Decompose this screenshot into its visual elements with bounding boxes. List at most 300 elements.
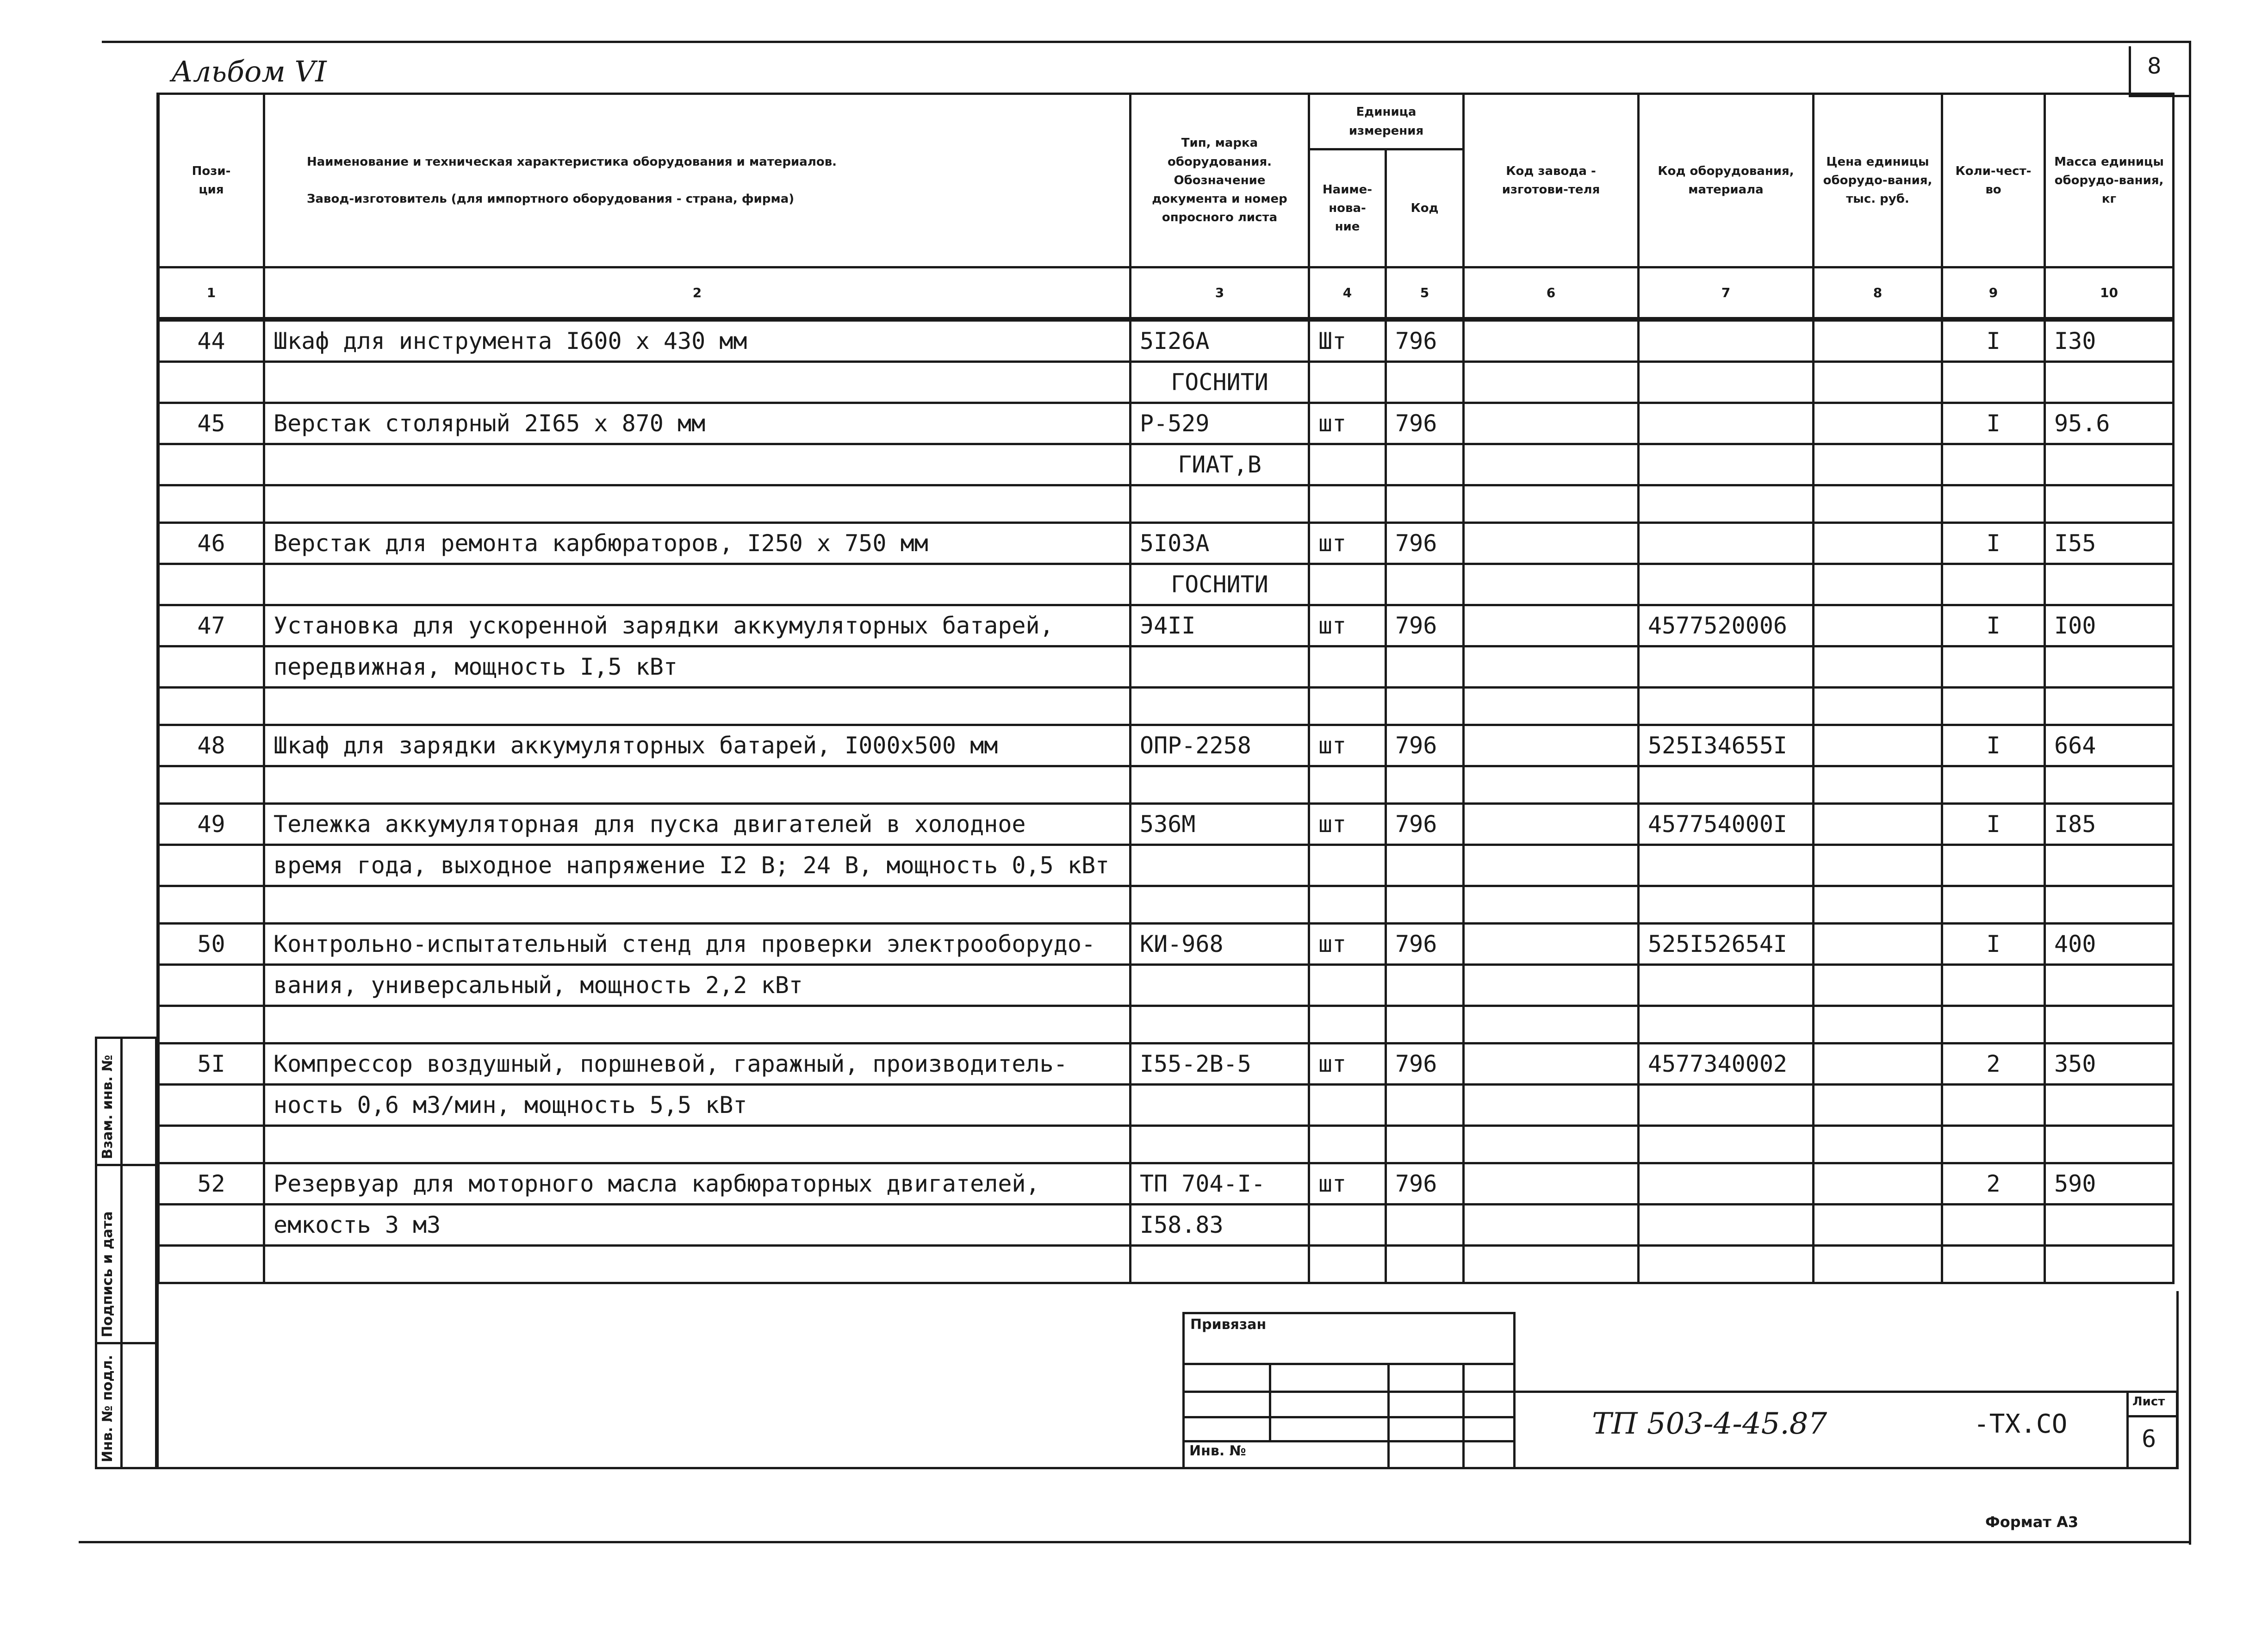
cell-equip bbox=[1639, 564, 1814, 605]
cell-price bbox=[1814, 1085, 1942, 1126]
header-equip-code: Код оборудования, материала bbox=[1639, 94, 1814, 267]
header-type: Тип, марка оборудования. Обозначение документа и номер опросного листа bbox=[1131, 94, 1309, 267]
table-row bbox=[159, 1246, 2174, 1283]
cell-mass bbox=[2045, 845, 2174, 886]
sheet-sep bbox=[2126, 1415, 2178, 1417]
cell-mass bbox=[2045, 564, 2174, 605]
cell-qty bbox=[1942, 1246, 2045, 1283]
cell-qty: I bbox=[1942, 924, 2045, 965]
cell-equip: 4577340002 bbox=[1639, 1044, 1814, 1085]
cell-equip bbox=[1639, 766, 1814, 804]
cell-pos bbox=[159, 1246, 264, 1283]
cell-unit bbox=[1309, 1246, 1386, 1283]
table-row bbox=[159, 924, 2174, 965]
header-price: Цена единицы оборудо-вания, тыс. руб. bbox=[1814, 94, 1942, 267]
cell-qty: I bbox=[1942, 403, 2045, 444]
stamp-col2-c bbox=[120, 1342, 157, 1469]
cell-code bbox=[1386, 362, 1464, 403]
cell-code bbox=[1386, 444, 1464, 485]
cell-code bbox=[1386, 1126, 1464, 1163]
table-row bbox=[159, 444, 2174, 485]
cell-type: Э4II bbox=[1131, 605, 1309, 646]
cell-price bbox=[1814, 886, 1942, 924]
cell-price bbox=[1814, 564, 1942, 605]
cell-name: Верстак для ремонта карбюраторов, I250 x 750 мм bbox=[264, 523, 1131, 564]
attached-sep-4 bbox=[1182, 1440, 1516, 1442]
cell-pos: 52 bbox=[159, 1163, 264, 1205]
cell-mass bbox=[2045, 886, 2174, 924]
cell-equip bbox=[1639, 1126, 1814, 1163]
cell-unit bbox=[1309, 646, 1386, 688]
cell-pos bbox=[159, 1205, 264, 1246]
table-row bbox=[159, 688, 2174, 725]
bottom-border bbox=[79, 1541, 2191, 1543]
cell-maker bbox=[1464, 1163, 1639, 1205]
cell-pos bbox=[159, 886, 264, 924]
cell-equip bbox=[1639, 1085, 1814, 1126]
cell-code bbox=[1386, 646, 1464, 688]
spec-table bbox=[157, 93, 2175, 1284]
cell-unit: шт bbox=[1309, 403, 1386, 444]
cell-unit bbox=[1309, 845, 1386, 886]
stamp-inv-orig: Инв. № подл. bbox=[99, 1354, 116, 1462]
cell-maker bbox=[1464, 1205, 1639, 1246]
doc-code: ТП 503-4-45.87 bbox=[1592, 1407, 1827, 1441]
cell-qty bbox=[1942, 1006, 2045, 1044]
table-row bbox=[159, 965, 2174, 1006]
cell-equip bbox=[1639, 403, 1814, 444]
cell-pos bbox=[159, 965, 264, 1006]
table-row bbox=[159, 886, 2174, 924]
header-unit-name: Наиме-нова-ние bbox=[1309, 149, 1386, 267]
cell-type bbox=[1131, 646, 1309, 688]
cell-equip bbox=[1639, 688, 1814, 725]
cell-qty bbox=[1942, 646, 2045, 688]
cell-type: 536М bbox=[1131, 804, 1309, 845]
cell-price bbox=[1814, 1163, 1942, 1205]
cell-name: Контрольно-испытательный стенд для проверки электрооборудо- bbox=[264, 924, 1131, 965]
stamp-col2-a bbox=[120, 1037, 157, 1166]
cell-price bbox=[1814, 485, 1942, 523]
cell-qty: I bbox=[1942, 725, 2045, 766]
cell-code: 796 bbox=[1386, 605, 1464, 646]
cell-price bbox=[1814, 646, 1942, 688]
cell-name: Установка для ускоренной зарядки аккумуляторных батарей, bbox=[264, 605, 1131, 646]
cell-name: вания, универсальный, мощность 2,2 кВт bbox=[264, 965, 1131, 1006]
table-row bbox=[159, 725, 2174, 766]
cell-qty: I bbox=[1942, 523, 2045, 564]
header-name-line2: Завод-изготовитель (для импортного оборудования - страна, фирма) bbox=[307, 192, 795, 206]
cell-unit: шт bbox=[1309, 605, 1386, 646]
cell-pos bbox=[159, 1006, 264, 1044]
cell-qty bbox=[1942, 965, 2045, 1006]
cell-price bbox=[1814, 319, 1942, 362]
cell-name bbox=[264, 688, 1131, 725]
cell-type: 5I03A bbox=[1131, 523, 1309, 564]
cell-equip bbox=[1639, 523, 1814, 564]
cell-equip bbox=[1639, 444, 1814, 485]
cell-name: Шкаф для инструмента I600 x 430 мм bbox=[264, 319, 1131, 362]
page-number: 8 bbox=[2147, 53, 2162, 79]
cell-unit: шт bbox=[1309, 924, 1386, 965]
cell-maker bbox=[1464, 1246, 1639, 1283]
cell-equip bbox=[1639, 965, 1814, 1006]
cell-maker bbox=[1464, 1126, 1639, 1163]
cell-maker bbox=[1464, 1085, 1639, 1126]
cell-type: ТП 704-I- bbox=[1131, 1163, 1309, 1205]
cell-equip bbox=[1639, 886, 1814, 924]
table-row bbox=[159, 485, 2174, 523]
cell-unit bbox=[1309, 1205, 1386, 1246]
cell-qty bbox=[1942, 362, 2045, 403]
cell-name: емкость 3 м3 bbox=[264, 1205, 1131, 1246]
cell-maker bbox=[1464, 766, 1639, 804]
cell-equip bbox=[1639, 1163, 1814, 1205]
cell-maker bbox=[1464, 564, 1639, 605]
cell-unit bbox=[1309, 1085, 1386, 1126]
header-qty: Коли-чест-во bbox=[1942, 94, 2045, 267]
cell-price bbox=[1814, 1246, 1942, 1283]
cell-name bbox=[264, 564, 1131, 605]
cell-price bbox=[1814, 845, 1942, 886]
cell-maker bbox=[1464, 1006, 1639, 1044]
cell-mass: 95.6 bbox=[2045, 403, 2174, 444]
cell-qty bbox=[1942, 1126, 2045, 1163]
cell-code bbox=[1386, 886, 1464, 924]
cell-mass bbox=[2045, 965, 2174, 1006]
cell-price bbox=[1814, 1044, 1942, 1085]
cell-name bbox=[264, 362, 1131, 403]
cell-equip: 4577520006 bbox=[1639, 605, 1814, 646]
table-row bbox=[159, 319, 2174, 362]
cell-qty: 2 bbox=[1942, 1044, 2045, 1085]
cell-price bbox=[1814, 1006, 1942, 1044]
cell-equip: 457754000I bbox=[1639, 804, 1814, 845]
cell-equip bbox=[1639, 485, 1814, 523]
cell-unit bbox=[1309, 444, 1386, 485]
cell-pos bbox=[159, 444, 264, 485]
cell-type: ГИАТ,В bbox=[1131, 444, 1309, 485]
cell-qty: I bbox=[1942, 804, 2045, 845]
cell-unit: шт bbox=[1309, 804, 1386, 845]
cell-mass: I85 bbox=[2045, 804, 2174, 845]
cell-qty bbox=[1942, 564, 2045, 605]
cell-code bbox=[1386, 965, 1464, 1006]
cell-mass bbox=[2045, 1006, 2174, 1044]
inv-no-label: Инв. № bbox=[1189, 1443, 1246, 1459]
cell-maker bbox=[1464, 725, 1639, 766]
cell-mass bbox=[2045, 688, 2174, 725]
cell-mass: 590 bbox=[2045, 1163, 2174, 1205]
album-label: Альбом VI bbox=[171, 55, 327, 88]
cell-name: Тележка аккумуляторная для пуска двигателей в холодное bbox=[264, 804, 1131, 845]
sheet-number: 6 bbox=[2142, 1425, 2156, 1453]
spec-body bbox=[159, 319, 2174, 1283]
attached-label: Привязан bbox=[1190, 1317, 1267, 1333]
cell-price bbox=[1814, 1126, 1942, 1163]
cell-type bbox=[1131, 485, 1309, 523]
cell-code bbox=[1386, 485, 1464, 523]
header-unit-code: Код bbox=[1386, 149, 1464, 267]
cell-unit: Шт bbox=[1309, 319, 1386, 362]
cell-mass: 664 bbox=[2045, 725, 2174, 766]
cell-name: Компрессор воздушный, поршневой, гаражный, производитель- bbox=[264, 1044, 1131, 1085]
cell-type: ОПР-2258 bbox=[1131, 725, 1309, 766]
table-row bbox=[159, 1085, 2174, 1126]
cell-pos: 50 bbox=[159, 924, 264, 965]
cell-pos bbox=[159, 564, 264, 605]
cell-mass bbox=[2045, 485, 2174, 523]
cell-type bbox=[1131, 965, 1309, 1006]
table-row bbox=[159, 845, 2174, 886]
table-row bbox=[159, 1006, 2174, 1044]
cell-equip bbox=[1639, 1205, 1814, 1246]
cell-price bbox=[1814, 965, 1942, 1006]
cell-pos bbox=[159, 766, 264, 804]
cell-qty bbox=[1942, 886, 2045, 924]
attached-sep-3 bbox=[1182, 1416, 1516, 1418]
cell-price bbox=[1814, 1205, 1942, 1246]
table-row bbox=[159, 1163, 2174, 1205]
cell-type: I55-2В-5 bbox=[1131, 1044, 1309, 1085]
cell-name bbox=[264, 444, 1131, 485]
cell-type: Р-529 bbox=[1131, 403, 1309, 444]
cell-maker bbox=[1464, 485, 1639, 523]
cell-mass: I55 bbox=[2045, 523, 2174, 564]
cell-type: КИ-968 bbox=[1131, 924, 1309, 965]
cell-qty bbox=[1942, 688, 2045, 725]
table-row bbox=[159, 523, 2174, 564]
stamp-repl-inv: Взам. инв. № bbox=[99, 1055, 116, 1159]
right-border bbox=[2189, 41, 2191, 1545]
table-row bbox=[159, 766, 2174, 804]
cell-mass bbox=[2045, 646, 2174, 688]
cell-equip: 525I52654I bbox=[1639, 924, 1814, 965]
cell-unit bbox=[1309, 886, 1386, 924]
cell-name bbox=[264, 766, 1131, 804]
cell-code: 796 bbox=[1386, 924, 1464, 965]
cell-price bbox=[1814, 444, 1942, 485]
cell-equip bbox=[1639, 1006, 1814, 1044]
cell-code: 796 bbox=[1386, 319, 1464, 362]
column-number-1: 1 bbox=[159, 267, 264, 320]
cell-type: I58.83 bbox=[1131, 1205, 1309, 1246]
cell-maker bbox=[1464, 444, 1639, 485]
cell-name bbox=[264, 1006, 1131, 1044]
cell-unit bbox=[1309, 1006, 1386, 1044]
cell-maker bbox=[1464, 804, 1639, 845]
cell-pos bbox=[159, 688, 264, 725]
cell-price bbox=[1814, 924, 1942, 965]
cell-name: Верстак столярный 2I65 x 870 мм bbox=[264, 403, 1131, 444]
cell-mass: 350 bbox=[2045, 1044, 2174, 1085]
doc-suffix: -ТХ.СО bbox=[1974, 1409, 2068, 1439]
cell-price bbox=[1814, 403, 1942, 444]
attached-sep-1 bbox=[1182, 1363, 1516, 1365]
cell-pos: 5I bbox=[159, 1044, 264, 1085]
cell-code: 796 bbox=[1386, 725, 1464, 766]
column-number-9: 9 bbox=[1942, 267, 2045, 320]
cell-qty: 2 bbox=[1942, 1163, 2045, 1205]
cell-pos: 48 bbox=[159, 725, 264, 766]
cell-unit bbox=[1309, 965, 1386, 1006]
cell-pos bbox=[159, 646, 264, 688]
cell-type: 5I26A bbox=[1131, 319, 1309, 362]
cell-pos: 45 bbox=[159, 403, 264, 444]
cell-unit bbox=[1309, 688, 1386, 725]
cell-code bbox=[1386, 845, 1464, 886]
header-maker-code: Код завода - изготови-теля bbox=[1464, 94, 1639, 267]
cell-equip bbox=[1639, 646, 1814, 688]
cell-code: 796 bbox=[1386, 523, 1464, 564]
cell-qty bbox=[1942, 485, 2045, 523]
stamp-col2-b bbox=[120, 1164, 157, 1344]
cell-maker bbox=[1464, 924, 1639, 965]
header-mass: Масса единицы оборудо-вания, кг bbox=[2045, 94, 2174, 267]
cell-pos bbox=[159, 362, 264, 403]
cell-name: Резервуар для моторного масла карбюраторных двигателей, bbox=[264, 1163, 1131, 1205]
cell-qty bbox=[1942, 1205, 2045, 1246]
header-position: Пози- ция bbox=[159, 94, 264, 267]
cell-pos: 47 bbox=[159, 605, 264, 646]
cell-price bbox=[1814, 766, 1942, 804]
cell-qty bbox=[1942, 444, 2045, 485]
cell-pos: 46 bbox=[159, 523, 264, 564]
frame-bottom bbox=[156, 1467, 2179, 1469]
column-number-7: 7 bbox=[1639, 267, 1814, 320]
cell-type bbox=[1131, 1006, 1309, 1044]
cell-unit bbox=[1309, 564, 1386, 605]
cell-qty bbox=[1942, 845, 2045, 886]
cell-price bbox=[1814, 688, 1942, 725]
attached-vsep-3 bbox=[1462, 1363, 1465, 1468]
cell-type bbox=[1131, 688, 1309, 725]
format-label: Формат А3 bbox=[1985, 1513, 2079, 1531]
cell-code bbox=[1386, 766, 1464, 804]
column-number-5: 5 bbox=[1386, 267, 1464, 320]
cell-code: 796 bbox=[1386, 403, 1464, 444]
cell-name bbox=[264, 1126, 1131, 1163]
cell-unit bbox=[1309, 1126, 1386, 1163]
cell-name: ность 0,6 м3/мин, мощность 5,5 кВт bbox=[264, 1085, 1131, 1126]
cell-name: время года, выходное напряжение I2 В; 24 В, мощность 0,5 кВт bbox=[264, 845, 1131, 886]
cell-code bbox=[1386, 564, 1464, 605]
table-row bbox=[159, 362, 2174, 403]
cell-maker bbox=[1464, 362, 1639, 403]
cell-price bbox=[1814, 605, 1942, 646]
column-number-2: 2 bbox=[264, 267, 1131, 320]
cell-equip: 525I34655I bbox=[1639, 725, 1814, 766]
attached-sep-2 bbox=[1182, 1391, 1516, 1393]
cell-code bbox=[1386, 1006, 1464, 1044]
header-unit: Единица измерения bbox=[1309, 94, 1464, 149]
table-row bbox=[159, 804, 2174, 845]
table-row bbox=[159, 605, 2174, 646]
cell-mass bbox=[2045, 766, 2174, 804]
cell-pos: 49 bbox=[159, 804, 264, 845]
cell-unit: шт bbox=[1309, 1163, 1386, 1205]
cell-mass bbox=[2045, 1205, 2174, 1246]
column-number-6: 6 bbox=[1464, 267, 1639, 320]
table-row bbox=[159, 564, 2174, 605]
cell-equip bbox=[1639, 319, 1814, 362]
header-name-line1: Наименование и техническая характеристика оборудования и материалов. bbox=[307, 155, 837, 169]
cell-mass bbox=[2045, 444, 2174, 485]
cell-pos bbox=[159, 845, 264, 886]
cell-name bbox=[264, 1246, 1131, 1283]
cell-maker bbox=[1464, 319, 1639, 362]
cell-pos bbox=[159, 485, 264, 523]
cell-unit: шт bbox=[1309, 523, 1386, 564]
cell-type bbox=[1131, 1126, 1309, 1163]
cell-mass bbox=[2045, 362, 2174, 403]
column-numbers-row bbox=[159, 267, 2174, 320]
cell-mass: I00 bbox=[2045, 605, 2174, 646]
cell-equip bbox=[1639, 362, 1814, 403]
cell-type bbox=[1131, 766, 1309, 804]
cell-price bbox=[1814, 362, 1942, 403]
cell-unit bbox=[1309, 766, 1386, 804]
cell-type bbox=[1131, 845, 1309, 886]
cell-qty: I bbox=[1942, 319, 2045, 362]
cell-price bbox=[1814, 725, 1942, 766]
cell-code bbox=[1386, 1085, 1464, 1126]
cell-name: передвижная, мощность I,5 кВт bbox=[264, 646, 1131, 688]
cell-pos bbox=[159, 1126, 264, 1163]
cell-code bbox=[1386, 1205, 1464, 1246]
table-row bbox=[159, 1205, 2174, 1246]
cell-maker bbox=[1464, 523, 1639, 564]
table-row bbox=[159, 1044, 2174, 1085]
cell-unit bbox=[1309, 362, 1386, 403]
cell-code: 796 bbox=[1386, 804, 1464, 845]
table-row bbox=[159, 1126, 2174, 1163]
cell-type bbox=[1131, 1085, 1309, 1126]
cell-maker bbox=[1464, 688, 1639, 725]
cell-equip bbox=[1639, 1246, 1814, 1283]
cell-pos: 44 bbox=[159, 319, 264, 362]
title-top-line bbox=[1516, 1391, 2177, 1393]
cell-code: 796 bbox=[1386, 1163, 1464, 1205]
cell-qty: I bbox=[1942, 605, 2045, 646]
cell-type: ГОСНИТИ bbox=[1131, 564, 1309, 605]
column-number-4: 4 bbox=[1309, 267, 1386, 320]
sheet-label: Лист bbox=[2132, 1395, 2165, 1409]
cell-name bbox=[264, 485, 1131, 523]
cell-mass bbox=[2045, 1126, 2174, 1163]
cell-mass: I30 bbox=[2045, 319, 2174, 362]
cell-maker bbox=[1464, 845, 1639, 886]
attached-vsep-2 bbox=[1387, 1363, 1390, 1468]
cell-name: Шкаф для зарядки аккумуляторных батарей, I000x500 мм bbox=[264, 725, 1131, 766]
cell-price bbox=[1814, 804, 1942, 845]
stamp-sign-date: Подпись и дата bbox=[99, 1211, 116, 1337]
cell-type bbox=[1131, 1246, 1309, 1283]
cell-qty bbox=[1942, 766, 2045, 804]
top-border bbox=[102, 41, 2189, 43]
cell-unit: шт bbox=[1309, 1044, 1386, 1085]
cell-unit bbox=[1309, 485, 1386, 523]
table-row bbox=[159, 646, 2174, 688]
cell-code bbox=[1386, 688, 1464, 725]
cell-type: ГОСНИТИ bbox=[1131, 362, 1309, 403]
cell-mass: 400 bbox=[2045, 924, 2174, 965]
cell-maker bbox=[1464, 646, 1639, 688]
attached-vsep-1 bbox=[1269, 1363, 1271, 1441]
cell-unit: шт bbox=[1309, 725, 1386, 766]
column-number-8: 8 bbox=[1814, 267, 1942, 320]
cell-name bbox=[264, 886, 1131, 924]
